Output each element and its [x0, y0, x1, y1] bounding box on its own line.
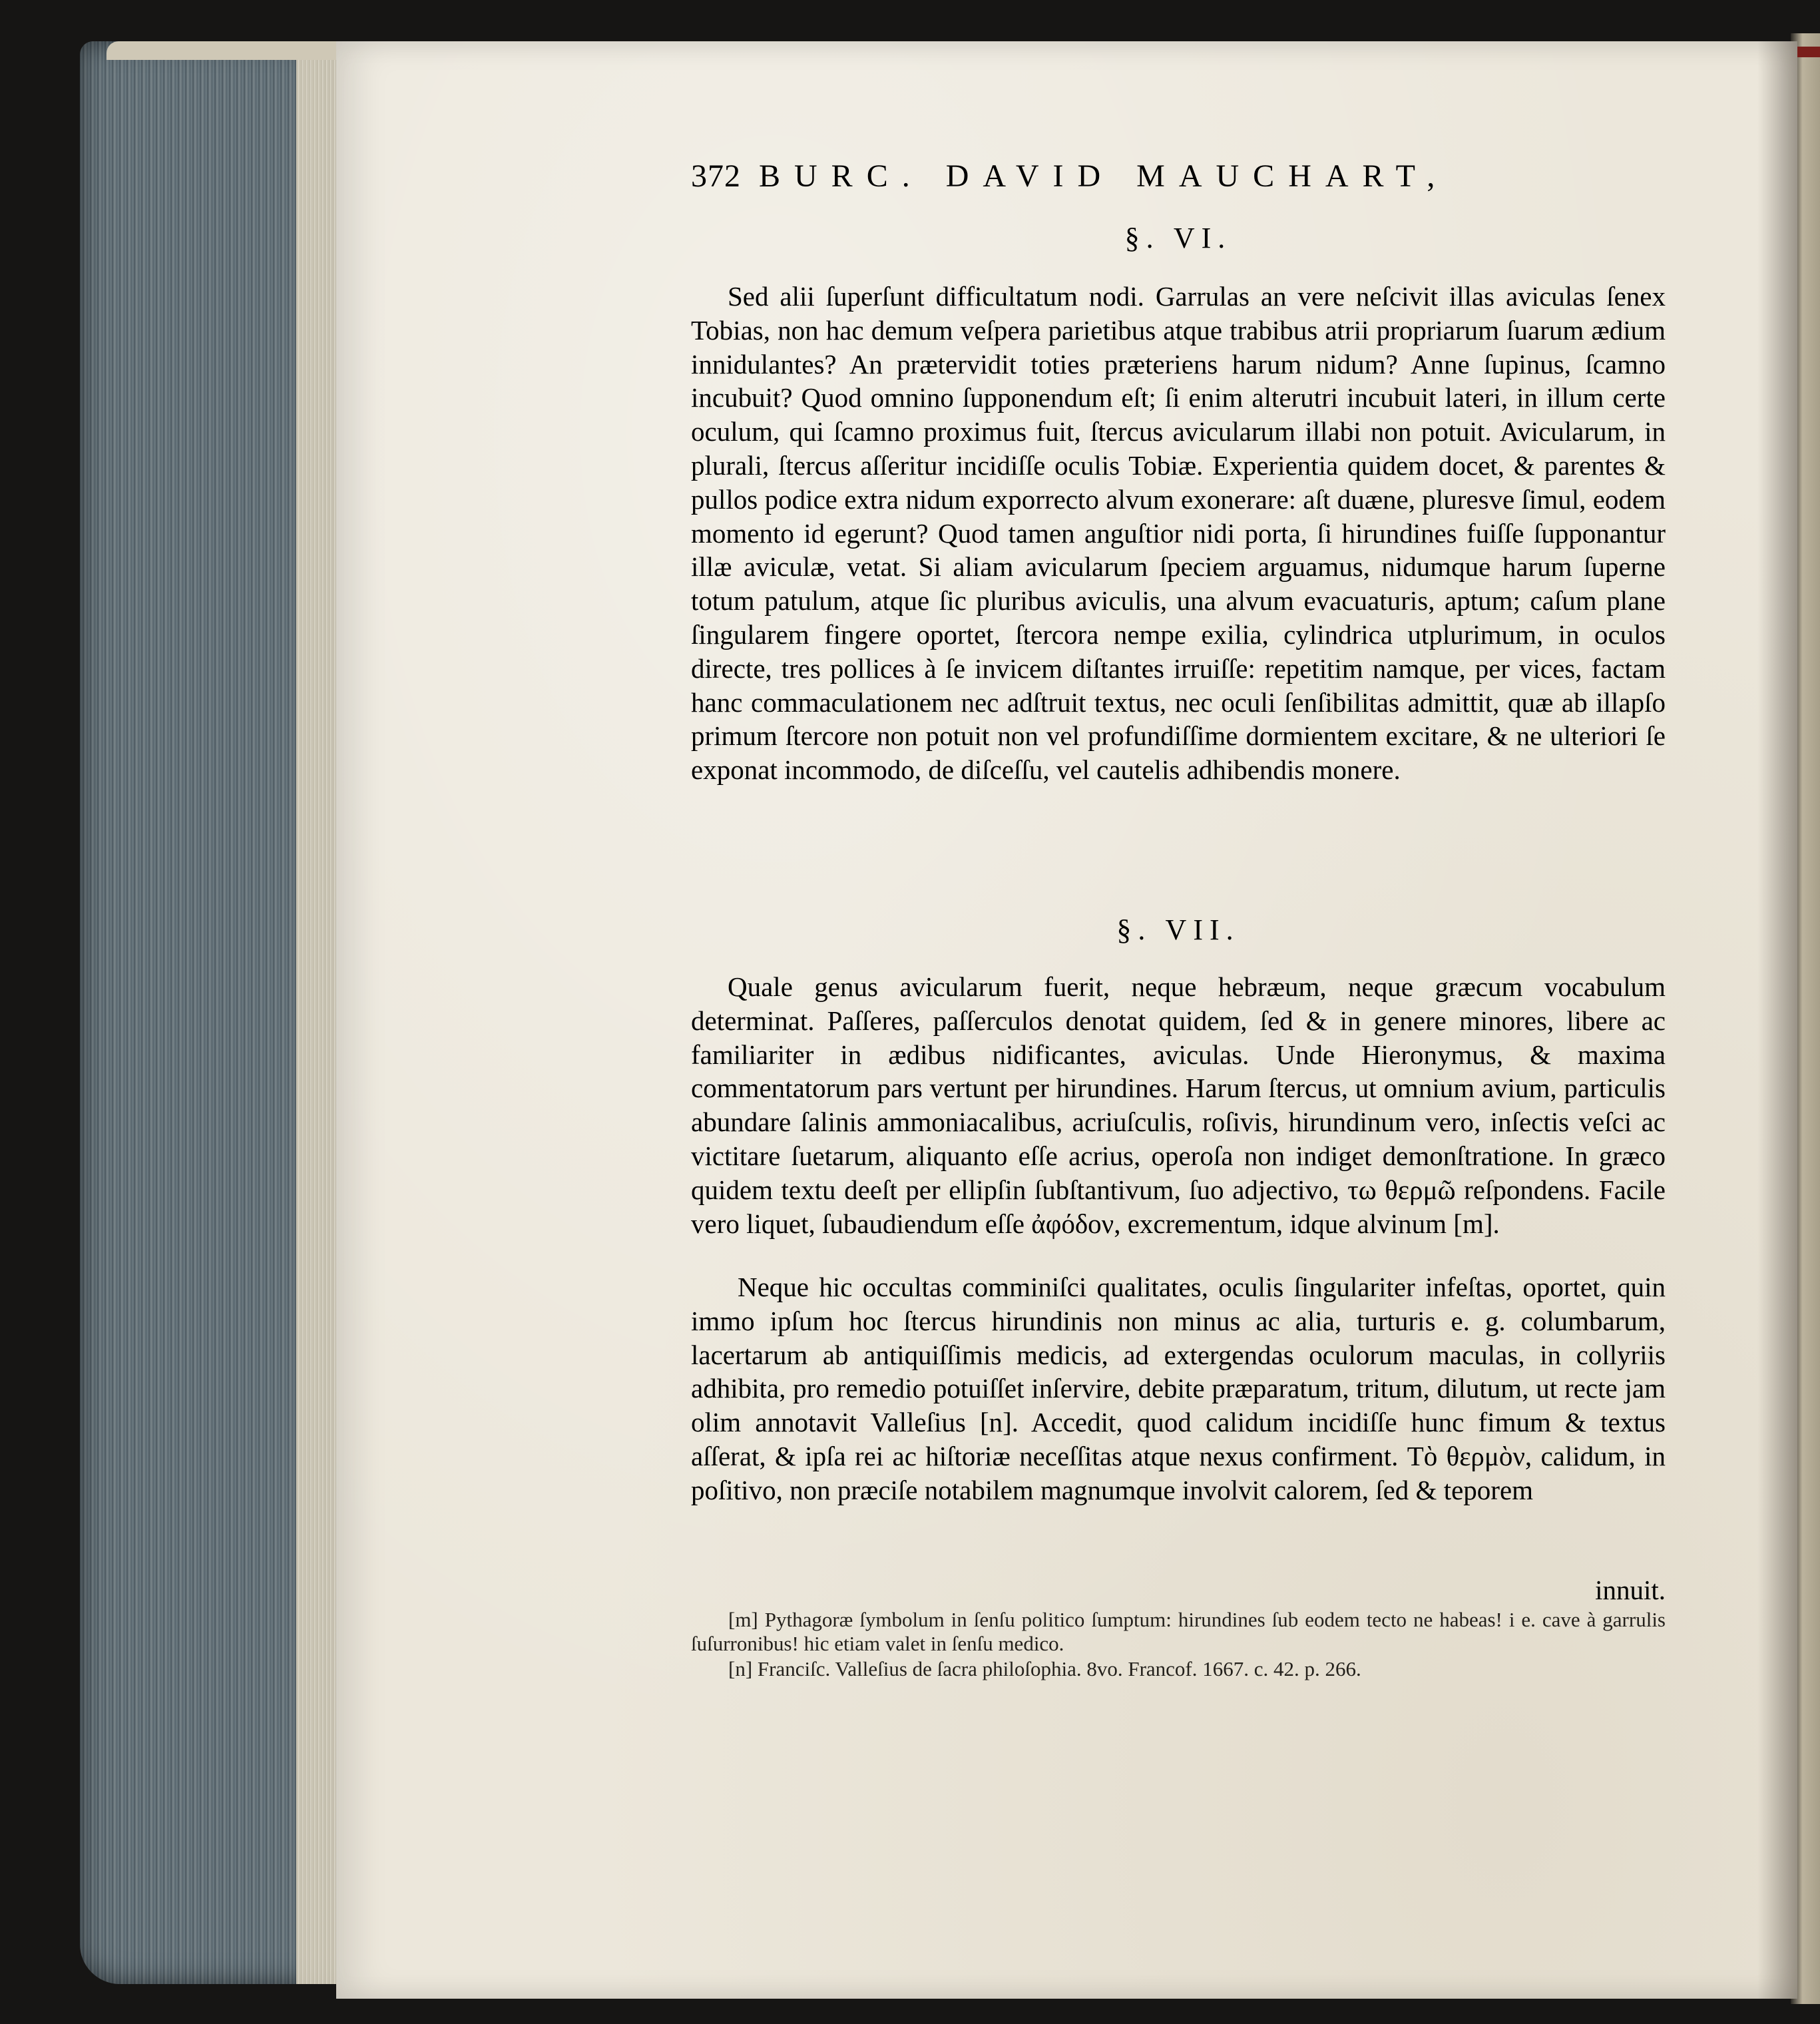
gutter-shadow: [1757, 41, 1797, 1999]
section-6-heading: §. VI.: [1124, 222, 1232, 254]
section-6-paragraph: Sed alii ſuperſunt difficultatum nodi. Garrulas an vere neſcivit illas aviculas ſenex Tobias, non hac demum veſpera parietibus atque trabibus atrii propriarum ſuarum ædium innidulantes? An prætervidit toties præteriens harum nidum? Anne ſupinus, ſcamno incubuit? Quod omnino ſupponendum eſt; ſi enim alterutri incubuit lateri, in illum certe oculum, qui ſcamno proximus fuit, ſtercus avicularum illabi non potuit. Avicularum, in plurali, ſtercus aſſeritur incidiſſe oculis Tobiæ. Experientia quidem docet, & parentes & pullos podice extra nidum exporrecto alvum exonerare: aſt duæne, pluresve ſimul, eodem momento id egerunt? Quod tamen anguſtior nidi porta, ſi hirundines fuiſſe ſupponantur illæ aviculæ, vetat. Si aliam avicularum ſpeciem arguamus, nidumque harum ſuperne totum patulum, atque ſic pluribus aviculis, una alvum evacuaturis, aptum; caſum plane ſingularem fingere oportet, ſtercora nempe exilia, cylindrica utplurimum, in oculos directe, tres pollices à ſe invicem diſtantes irruiſſe: repetitim namque, per vices, factam hanc commaculationem nec adſtruit textus, nec oculi ſenſibilitas admittit, quæ ab illapſo primum ſtercore non potuit non vel profundiſſime dormientem excitare, & ne ulteriori ſe exponat incommodo, de diſceſſu, vel cautelis adhibendis monere.: [691, 281, 1666, 786]
ribbon-marker: [1797, 47, 1820, 57]
running-head: [691, 153, 1636, 200]
section-7-paragraph-1: Quale genus avicularum fuerit, neque hebræum, neque græcum vocabulum determinat. Paſſeres, paſſerculos denotat quidem, ſed & in genere minores, libere ac familiariter in ædibus nidificantes, aviculas. Unde Hieronymus, & maxima commentatorum pars vertunt per hirundines. Harum ſtercus, ut omnium avium, particulis abundare ſalinis ammoniacalibus, acriuſculis, roſivis, hirundinum vero, inſectis veſci ac victitare ſuetarum, aliquanto eſſe acrius, operoſa non indiget demonſtratione. In græco quidem textu deeſt per ellipſin ſubſtantivum, ſuo adjectivo, τω θερμῶ reſpondens. Facile vero liquet, ſubaudiendum eſſe ἀφόδον, excrementum, idque alvinum [m].: [691, 971, 1666, 1239]
book-page-edges: [80, 41, 343, 1984]
section-7-paragraph-2: Neque hic occultas comminiſci qualitates, oculis ſingulariter infeſtas, oportet, quin immo ipſum hoc ſtercus hirundinis non minus ac alia, turturis e. g. columbarum, lacertarum ab antiquiſſimis medicis, ad extergendas oculorum maculas, in collyriis adhibita, pro remedio potuiſſet inſervire, debite præparatum, tritum, dilutum, ut recte jam olim annotavit Valleſius [n]. Accedit, quod calidum incidiſſe hunc fimum & textus aſſerat, & ipſa rei ac hiſtoriæ neceſſitas atque nexus confirment. Τὸ θερμὸν, calidum, in poſitivo, non præciſe notabilem magnumque involvit calorem, ſed & teporem: [691, 1272, 1666, 1505]
book-top-edge: [107, 41, 346, 60]
footnotes: [691, 1608, 1666, 1681]
footnote-m: [m] Pythagoræ ſymbolum in ſenſu politico ſumptum: hirundines ſub eodem tecto ne habeas! i e. cave à garrulis ſuſurronibus! hic etiam valet in ſenſu medico.: [691, 1608, 1666, 1655]
page-number: 372: [691, 158, 741, 194]
running-head-author: BURC. DAVID MAUCHART,: [759, 158, 1449, 194]
footnote-n: [n] Franciſc. Valleſius de ſacra philoſophia. 8vo. Francof. 1667. c. 42. p. 266.: [728, 1657, 1361, 1680]
section-7-catchword-line: innuit.: [1595, 1575, 1666, 1605]
section-7-heading: §. VII.: [1116, 913, 1240, 946]
